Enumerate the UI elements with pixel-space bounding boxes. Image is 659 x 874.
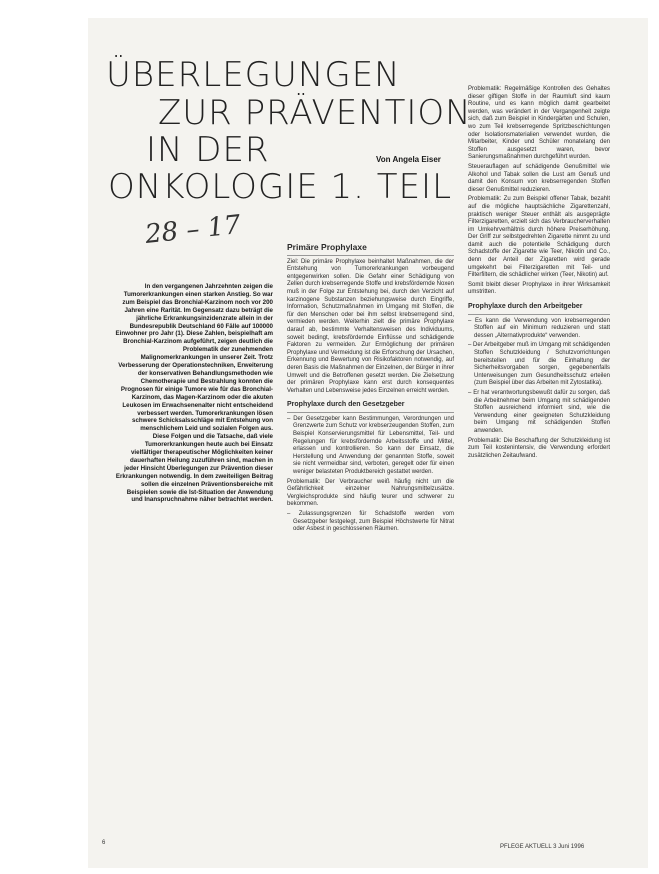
title-line-4: ONKOLOGIE 1. TEIL (108, 167, 453, 207)
list-item: – Der Gesetzgeber kann Bestimmungen, Verordnungen und Grenzwerte zum Schutz vor krebserzeugenden Stoffen, zum Beispiel Konservierungsmittel für Lebensmittel, Teil- und Regelungen für krebsfördernde Arbeitsstoffe und Mittel, erlassen und kontrollieren. So kann der Einsatz, die Herstellung und Anwendung der genannten Stoffe, soweit sie nicht vermeidbar sind, verboten, geregelt oder für einen weniger belasteten Produktbereich gestattet werden. (287, 415, 454, 476)
journal-footer: PFLEGE AKTUELL 3 Juni 1996 (500, 844, 585, 850)
bullet-list (468, 318, 610, 436)
title-line-2: ZUR PRÄVENTION (158, 93, 472, 133)
intro-paragraph: Diese Folgen und die Tatsache, daß viele Tumorerkrankungen heute auch bei Einsatz vielfältiger therapeutischer Möglichkeiten keiner dauerhaften Heilung zuzuführen sind, machen in jeder Hinsicht Überlegungen zur Prävention dieser Erkrankungen notwendig. In dem zweiteiligen Beitrag sollen die einzelnen Präventionsbereiche mit Beispielen sowie die Ist-Situation der Anwendung und Inanspruchnahme näher betrachtet werden. (115, 433, 273, 504)
title-line-3: IN DER (146, 130, 270, 170)
divider (287, 255, 454, 256)
divider (468, 314, 610, 315)
section-heading: Primäre Prophylaxe (287, 242, 367, 252)
body-paragraph: Ziel: Die primäre Prophylaxe beinhaltet Maßnahmen, die der Entstehung von Tumorerkrankungen vorbeugend entgegenwirken sollen. Die Gefahr einer Schädigung von Zellen durch krebserregende Stoffe und krebsfördernde Noxen muß in der Folge zur Entstehung bei, durch den Verzicht auf karzinogene Substanzen beziehungsweise durch Eingriffe, Information, Schutzmaßnahmen im Umgang mit Stoffen, die für den Menschen oder bei ihm selbst krebserregend sind, vermieden werden. Weiterhin zielt die primäre Prophylaxe darauf ab, bestimmte Verhaltensweisen des Individuums, soweit bedingt, krebsfördernde Einflüsse und schädigende Faktoren zu vermeiden. Zur Ermöglichung der primären Prophylaxe und Vermeidung ist die Erforschung der Ursachen, Erkennung und Bewertung von Risikofaktoren notwendig, auf deren Basis die Maßnahmen der Einzelnen, der Bürger in ihrer Umwelt und die Betroffenen gesetzt werden. Die Zielsetzung der primären Prophylaxe kann erst durch konsequentes Verhalten und Lebensweise jedes Einzelnen erreicht werden. (287, 258, 454, 394)
body-paragraph: Problematik: Der Verbraucher weiß häufig nicht um die Gefährlichkeit einzelner Nahrungsmittelzusätze. Vergleichsprodukte sind häufig teurer und schwerer zu bekommen. (287, 478, 454, 508)
body-paragraph: Problematik: Regelmäßige Kontrollen des Gehaltes dieser giftigen Stoffe in der Raumluft sind kaum Routine, und es kann möglich damit gearbeitet werden, was verändert in der Vergangenheit zeigte sich, daß zum Beispiel in Kindergärten und Schulen, wo zum Teil krebserregende Spritzbeschichtungen oder Isolationsmaterialien verwendet wurden, die Mitarbeiter, Kinder und Schüler monatelang den Stoffen ausgesetzt waren, bevor Sanierungsmaßnahmen durchgeführt wurden. (468, 86, 610, 161)
list-item: – Es kann die Verwendung von krebserregenden Stoffen auf ein Minimum reduzieren und statt dessen „Alternativprodukte“ verwenden. (468, 317, 610, 339)
handwritten-note: 28 – 17 (143, 210, 243, 250)
body-paragraph: Problematik: Zu zum Beispiel offener Tabak, bezahlt auf die mögliche hauptsächliche Zigarettenzahl, praktisch weniger Steuer enthält als ausgeprägte Filterzigaretten, erzielt sich das Verbraucherverhalten im Umkehrverhältnis durch höhere Preiserhöhung. Der Griff zur selbstgedrehten Zigarette nimmt zu und damit auch die potentielle Schädigung durch Schadstoffe der Zigarette wie Teer, Nikotin und Co., denn der Anteil der Zigaretten wird gerade umgekehrt bei Filterzigaretten mit Teil- und Filterfiltern, die schädlicher wirken (Teer, Nikotin) auf. (468, 196, 610, 279)
body-paragraph: Problematik: Die Beschaffung der Schutzkleidung ist zum Teil kostenintensiv, die Verwendung erfordert zusätzlichen Zeitaufwand. (468, 437, 610, 459)
right-column (468, 86, 610, 462)
page-number: 6 (102, 840, 106, 846)
intro-paragraph: In den vergangenen Jahrzehnten zeigen die Tumorerkrankungen einen starken Anstieg. So war zum Beispiel das Bronchial-Karzinom noch vor 200 Jahren eine Rarität. Im Gegensatz dazu beträgt die jährliche Erkrankungsinzidenzrate allein in der Bundesrepublik Deutschland 60 Fälle auf 100000 Einwohner pro Jahr (1). Diese Zahlen, beispielhaft am Bronchial-Karzinom aufgeführt, zeigen deutlich die Problematik der zunehmenden Malignomerkrankungen in unserer Zeit. Trotz Verbesserung der Operationstechniken, Erweiterung der konservativen Behandlungsmethoden wie Chemotherapie und Bestrahlung konnten die Prognosen für einige Tumore wie für das Bronchial-Karzinom, das Magen-Karzinom oder die akuten Leukosen im Erwachsenenalter nicht entscheidend verbessert werden. Tumorerkrankungen lösen schwere Schicksalsschläge mit Entstehung von menschlichem Leid und sozialen Folgen aus. (115, 283, 273, 433)
list-item: – Zulassungsgrenzen für Schadstoffe werden vom Gesetzgeber festgelegt, zum Beispiel Höchstwerte für Nitrat oder Asbest in geschlossenen Räumen. (287, 511, 454, 533)
body-paragraph: Steuerauflagen auf schädigende Genußmittel wie Alkohol und Tabak sollen die Lust am Genuß und damit den Konsum von krebserregenden Stoffen dieser Genußmittel reduzieren. (468, 163, 610, 193)
intro-text (115, 283, 273, 504)
bullet-list (287, 511, 454, 534)
divider (287, 412, 454, 413)
bullet-list (287, 416, 454, 477)
section-heading: Prophylaxe durch den Gesetzgeber (287, 401, 405, 409)
list-item: – Er hat verantwortungsbewußt dafür zu sorgen, daß die Arbeitnehmer beim Umgang mit schädigenden Stoffen ausreichend informiert sind, wie die Verwendung einer geeigneten Schutzkleidung beim Umgang mit schädigenden Stoffen anwenden. (468, 389, 610, 434)
section-heading: Prophylaxe durch den Arbeitgeber (468, 303, 583, 311)
body-paragraph: Somit bleibt dieser Prophylaxe in ihrer Wirksamkeit umstritten. (468, 281, 610, 296)
title-line-1: ÜBERLEGUNGEN (106, 55, 401, 95)
author-byline: Von Angela Eiser (376, 155, 441, 164)
middle-column (287, 238, 454, 536)
list-item: – Der Arbeitgeber muß im Umgang mit schädigenden Stoffen Schutzkleidung / Schutzvorrichtungen bereitstellen und für die Einhaltung der Sicherheitsvorgaben sorgen, gegebenenfalls Unterweisungen zum Gesundheitsschutz erteilen (zum Beispiel über das Arbeiten mit Zytostatika). (468, 342, 610, 387)
